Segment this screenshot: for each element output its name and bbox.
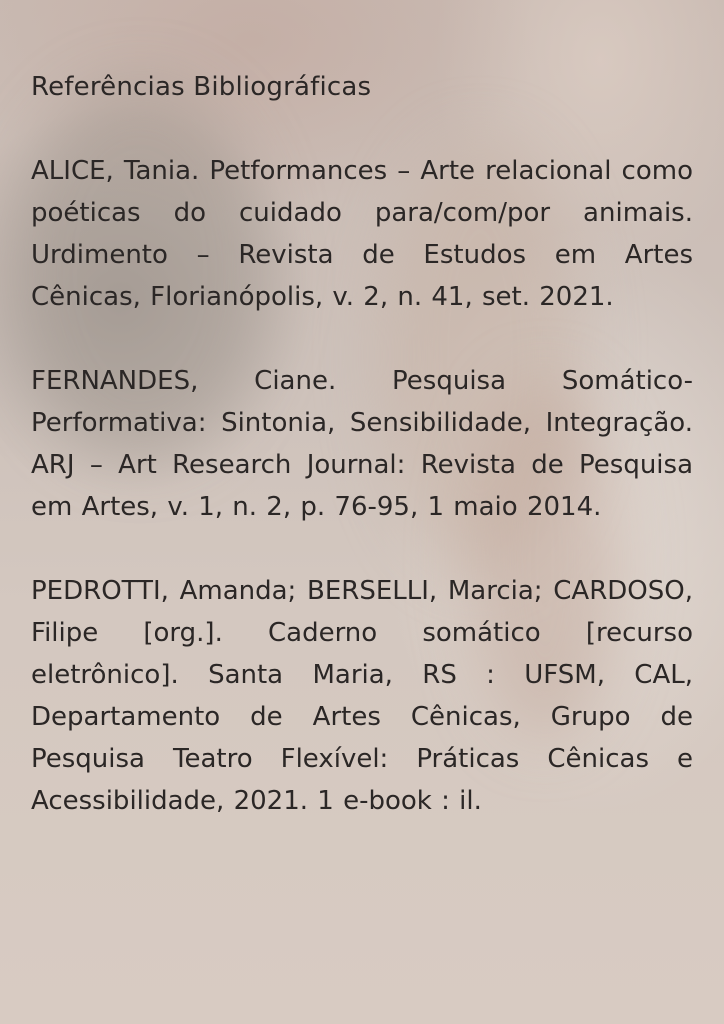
- references-section: [31, 66, 693, 864]
- reference-entry-alice: ALICE, Tania. Petformances – Arte relacional como poéticas do cuidado para/com/por animais. Urdimento – Revista de Estudos em Artes Cênicas, Florianópolis, v. 2, n. 41, set. 2021.: [31, 156, 693, 312]
- reference-entry-fernandes: FERNANDES, Ciane. Pesquisa Somático-Performativa: Sintonia, Sensibilidade, Integração. ARJ – Art Research Journal: Revista de Pesquisa em Artes, v. 1, n. 2, p. 76-95, 1 maio 2014.: [31, 366, 693, 522]
- reference-entry-pedrotti: PEDROTTI, Amanda; BERSELLI, Marcia; CARDOSO, Filipe [org.]. Caderno somático [recurso eletrônico]. Santa Maria, RS : UFSM, CAL, Departamento de Artes Cênicas, Grupo de Pesquisa Teatro Flexível: Práticas Cênicas e Acessibilidade, 2021. 1 e-book : il.: [31, 576, 693, 816]
- section-heading: Referências Bibliográficas: [31, 72, 372, 102]
